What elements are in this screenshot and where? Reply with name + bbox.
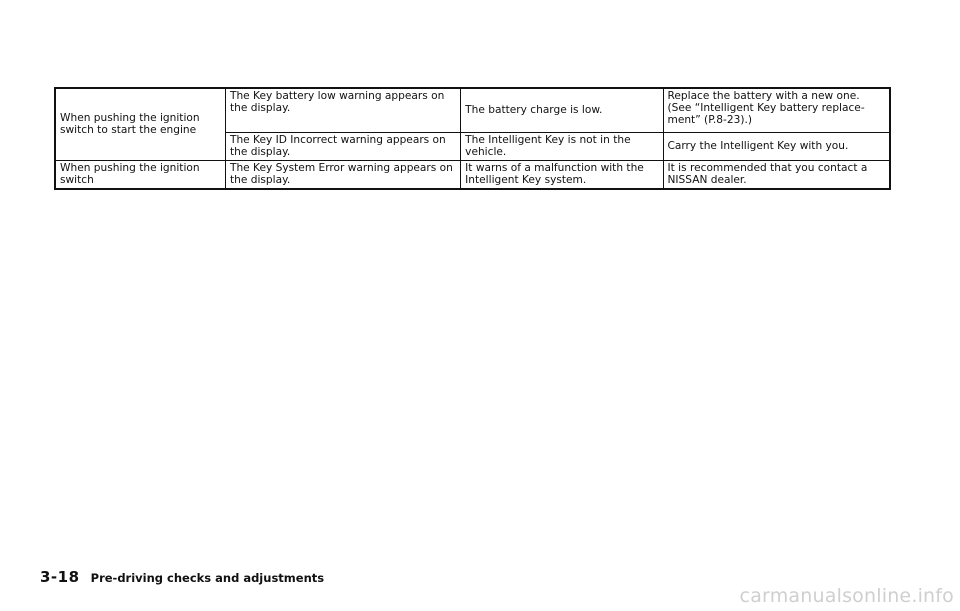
table-row: [55, 160, 890, 189]
action-cell: It is recommended that you contact a NISSAN dealer.: [663, 160, 890, 189]
warning-cell: The Key System Error warning appears on the display.: [225, 160, 460, 189]
cause-cell: The Intelligent Key is not in the vehicle.: [461, 132, 663, 160]
warning-cell: The Key ID Incorrect warning appears on the display.: [225, 132, 460, 160]
condition-cell: When pushing the ignition switch: [55, 160, 225, 189]
action-cell: Replace the battery with a new one. (See “Intelligent Key battery replace-ment” (P.8-23).): [663, 88, 890, 132]
cause-cell: It warns of a malfunction with the Intelligent Key system.: [461, 160, 663, 189]
section-title: Pre-driving checks and adjustments: [90, 571, 325, 585]
warning-table: [54, 87, 891, 190]
condition-cell: When pushing the ignition switch to start the engine: [55, 88, 225, 160]
cause-cell: The battery charge is low.: [461, 88, 663, 132]
watermark: carmanualsonline.info: [739, 585, 954, 607]
page-footer: [40, 569, 324, 585]
table-row: [55, 88, 890, 132]
action-cell: Carry the Intelligent Key with you.: [663, 132, 890, 160]
page-number: 3-18: [40, 568, 80, 586]
warning-cell: The Key battery low warning appears on the display.: [225, 88, 460, 132]
